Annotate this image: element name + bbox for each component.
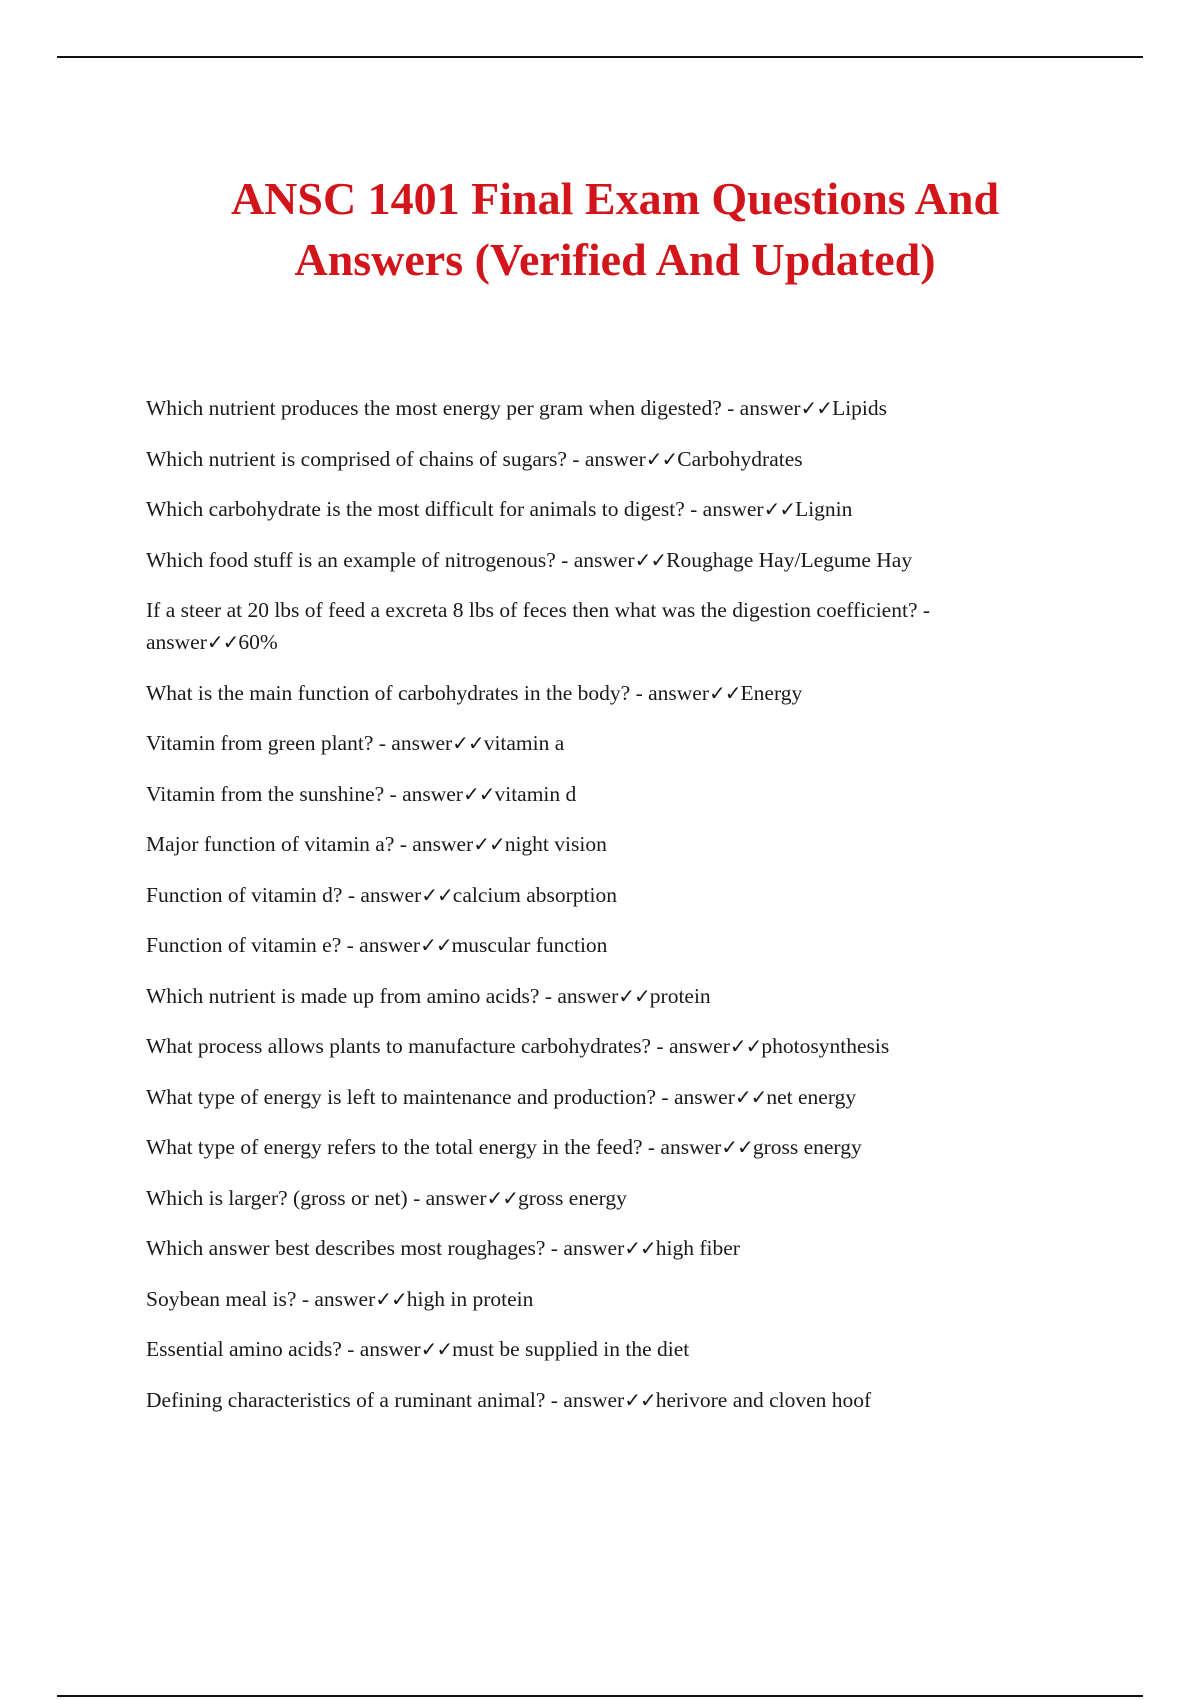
qa-item (146, 1384, 1046, 1416)
answer-marker: answer (360, 882, 422, 907)
qa-item (146, 443, 1046, 475)
footer-rule (57, 1695, 1143, 1697)
answer-marker: answer (391, 731, 453, 755)
question-text: Which nutrient produces the most energy per gram when digested? - (146, 396, 740, 420)
answer-marker: answer (402, 781, 463, 806)
qa-item (146, 493, 1046, 525)
double-check-icon: ✓✓ (206, 630, 239, 654)
question-text: Soybean meal is? - (146, 1286, 315, 1311)
double-check-icon: ✓✓ (645, 446, 678, 471)
answer-text: herivore and cloven hoof (655, 1387, 872, 1412)
double-check-icon: ✓✓ (624, 1387, 656, 1412)
answer-marker: answer (146, 630, 207, 654)
qa-item (146, 1283, 1046, 1315)
qa-item (146, 980, 1046, 1012)
double-check-icon: ✓✓ (420, 933, 452, 957)
answer-marker: answer (425, 1185, 487, 1210)
answer-text: calcium absorption (452, 882, 617, 907)
double-check-icon: ✓✓ (421, 882, 453, 907)
question-text: Function of vitamin d? - (146, 882, 361, 907)
qa-item (146, 544, 1046, 576)
qa-item (146, 677, 1046, 709)
question-text: Which answer best describes most roughages? - (146, 1236, 564, 1260)
answer-marker: answer (573, 547, 635, 572)
question-text: What is the main function of carbohydrates in the body? - (146, 680, 649, 705)
answer-marker: answer (557, 983, 619, 1008)
double-check-icon: ✓✓ (800, 396, 833, 420)
answer-marker: answer (314, 1286, 376, 1311)
answer-text: vitamin a (483, 731, 565, 755)
double-check-icon: ✓✓ (375, 1286, 407, 1311)
answer-marker: answer (359, 933, 421, 957)
answer-text: protein (649, 983, 711, 1008)
answer-text: vitamin d (494, 781, 577, 806)
answer-text: must be supplied in the diet (452, 1337, 690, 1361)
answer-text: high in protein (406, 1286, 534, 1311)
answer-text: night vision (504, 832, 607, 856)
answer-text: photosynthesis (761, 1034, 890, 1058)
double-check-icon: ✓✓ (452, 731, 484, 755)
answer-text: Roughage Hay/Legume Hay (666, 547, 913, 572)
qa-item (146, 828, 1046, 860)
qa-item (146, 1081, 1046, 1113)
question-text: Which carbohydrate is the most difficult for animals to digest? - (146, 497, 703, 521)
qa-item (146, 1232, 1046, 1264)
answer-marker: answer (412, 832, 474, 856)
answer-text: Lignin (795, 497, 853, 521)
question-text: Which nutrient is made up from amino acids? - (146, 983, 558, 1008)
question-text: What type of energy refers to the total energy in the feed? - (146, 1135, 661, 1159)
double-check-icon: ✓✓ (420, 1337, 453, 1361)
double-check-icon: ✓✓ (709, 680, 741, 705)
answer-text: gross energy (752, 1135, 862, 1159)
answer-text: high fiber (655, 1236, 740, 1260)
double-check-icon: ✓✓ (634, 547, 667, 572)
question-text: Defining characteristics of a ruminant animal? - (146, 1387, 564, 1412)
qa-item (146, 879, 1046, 911)
question-text: What type of energy is left to maintenance and production? - (146, 1084, 674, 1109)
qa-item (146, 1030, 1046, 1062)
header-rule (57, 56, 1143, 58)
question-text: Which nutrient is comprised of chains of sugars? - (146, 446, 585, 471)
double-check-icon: ✓✓ (486, 1185, 519, 1210)
question-text: Vitamin from green plant? - (146, 731, 392, 755)
qa-item (146, 392, 1046, 424)
question-text: What process allows plants to manufacture carbohydrates? - (146, 1034, 669, 1058)
answer-marker: answer (660, 1135, 722, 1159)
document-title: ANSC 1401 Final Exam Questions And Answers (Verified And Updated) (230, 173, 1000, 285)
answer-marker: answer (702, 497, 764, 521)
double-check-icon: ✓✓ (624, 1236, 656, 1260)
qa-item (146, 727, 1046, 759)
answer-marker: answer (563, 1236, 625, 1260)
answer-marker: answer (563, 1387, 625, 1412)
qa-list (146, 392, 1046, 1434)
answer-text: muscular function (451, 933, 608, 957)
question-text: Major function of vitamin a? - (146, 832, 413, 856)
answer-text: Carbohydrates (677, 446, 803, 471)
double-check-icon: ✓✓ (618, 983, 650, 1008)
qa-item (146, 594, 1046, 658)
answer-marker: answer (359, 1337, 421, 1361)
answer-marker: answer (584, 446, 646, 471)
answer-marker: answer (648, 680, 710, 705)
question-text: If a steer at 20 lbs of feed a excreta 8 lbs of feces then what was the digestion coefficient? - (146, 598, 931, 622)
question-text: Vitamin from the sunshine? - (146, 781, 403, 806)
answer-marker: answer (673, 1084, 735, 1109)
answer-text: 60% (238, 630, 278, 654)
qa-item (146, 1131, 1046, 1163)
double-check-icon: ✓✓ (734, 1084, 767, 1109)
qa-item (146, 778, 1046, 810)
double-check-icon: ✓✓ (729, 1034, 762, 1058)
qa-item (146, 1182, 1046, 1214)
double-check-icon: ✓✓ (462, 781, 495, 806)
question-text: Function of vitamin e? - (146, 933, 360, 957)
qa-item (146, 1333, 1046, 1365)
question-text: Which food stuff is an example of nitrogenous? - (146, 547, 574, 572)
qa-item (146, 929, 1046, 961)
answer-text: gross energy (518, 1185, 627, 1210)
double-check-icon: ✓✓ (721, 1135, 753, 1159)
answer-text: net energy (766, 1084, 857, 1109)
question-text: Essential amino acids? - (146, 1337, 360, 1361)
answer-marker: answer (739, 396, 801, 420)
answer-text: Lipids (832, 396, 888, 420)
answer-marker: answer (668, 1034, 730, 1058)
answer-text: Energy (740, 680, 803, 705)
double-check-icon: ✓✓ (763, 497, 796, 521)
double-check-icon: ✓✓ (473, 832, 505, 856)
question-text: Which is larger? (gross or net) - (146, 1185, 426, 1210)
